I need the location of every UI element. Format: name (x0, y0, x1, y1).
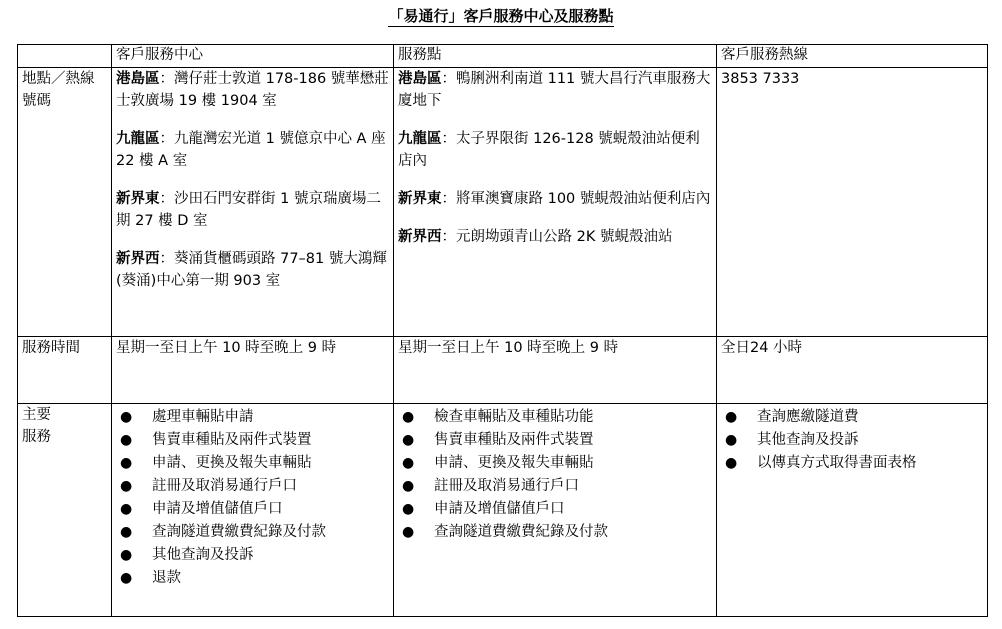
bullet-icon: ● (725, 432, 738, 448)
service-point-list (398, 406, 712, 544)
header-cell-empty (18, 45, 112, 68)
address-block (398, 188, 712, 210)
service-centre-list (116, 406, 389, 590)
address-block (116, 248, 389, 292)
address-text: ：鴨脷洲利南道 111 號大昌行汽車服務大廈地下 (398, 71, 711, 109)
list-item (721, 406, 983, 429)
bullet-icon: ● (402, 478, 415, 494)
bullet-icon: ● (725, 409, 738, 425)
list-item-text: 查詢隧道費繳費紀錄及付款 (152, 524, 326, 540)
location-label (18, 68, 112, 337)
hours-label: 服務時間 (18, 337, 112, 404)
services-row (18, 404, 988, 617)
list-item-text: 查詢隧道費繳費紀錄及付款 (434, 524, 608, 540)
services-label-line: 服務 (22, 429, 51, 445)
list-item (398, 429, 712, 452)
bullet-icon: ● (120, 524, 133, 540)
hotline-number-text: 3853 7333 (721, 71, 800, 87)
list-item-text: 以傳真方式取得書面表格 (757, 455, 917, 471)
bullet-icon: ● (120, 432, 133, 448)
region-label: 九龍區 (398, 131, 442, 147)
list-item (721, 452, 983, 475)
list-item (398, 498, 712, 521)
bullet-icon: ● (120, 478, 133, 494)
services-label-line: 主要 (22, 407, 51, 423)
region-label: 新界東 (116, 191, 160, 207)
address-text: ：灣仔莊士敦道 178-186 號華懋莊士敦廣場 19 樓 1904 室 (116, 71, 389, 109)
list-item (398, 406, 712, 429)
address-block (398, 128, 712, 172)
bullet-icon: ● (120, 547, 133, 563)
list-item-text: 申請、更換及報失車輛貼 (152, 455, 312, 471)
list-item (116, 567, 389, 590)
list-item (116, 406, 389, 429)
list-item (116, 452, 389, 475)
bullet-icon: ● (402, 432, 415, 448)
bullet-icon: ● (402, 524, 415, 540)
hotline-list (721, 406, 983, 475)
list-item (398, 521, 712, 544)
region-label: 港島區 (398, 71, 442, 87)
list-item (116, 498, 389, 521)
service-centre-services (112, 404, 394, 617)
bullet-icon: ● (402, 455, 415, 471)
hotline-number (717, 68, 988, 337)
region-label: 新界西 (116, 251, 160, 267)
region-label: 港島區 (116, 71, 160, 87)
address-text: ：元朗坳頭青山公路 2K 號蜆殼油站 (441, 229, 673, 245)
list-item-text: 註冊及取消易通行戶口 (152, 478, 297, 494)
service-centre-hours: 星期一至日上午 10 時至晚上 9 時 (112, 337, 394, 404)
service-point-addresses (394, 68, 717, 337)
hotline-hours: 全日24 小時 (717, 337, 988, 404)
list-item-text: 檢查車輛貼及車種貼功能 (434, 409, 594, 425)
list-item-text: 申請及增值儲值戶口 (434, 501, 565, 517)
region-label: 新界西 (398, 229, 442, 245)
address-block (116, 68, 389, 112)
header-hotline: 客戶服務熱線 (717, 45, 988, 68)
service-table (17, 44, 988, 617)
bullet-icon: ● (120, 409, 133, 425)
list-item (116, 429, 389, 452)
address-text: ：將軍澳寶康路 100 號蜆殼油站便利店內 (441, 191, 711, 207)
address-block (398, 226, 712, 248)
document-title (0, 5, 1002, 26)
list-item-text: 申請及增值儲值戶口 (152, 501, 283, 517)
bullet-icon: ● (402, 501, 415, 517)
service-centre-addresses (112, 68, 394, 337)
region-label: 新界東 (398, 191, 442, 207)
list-item (116, 475, 389, 498)
bullet-icon: ● (120, 501, 133, 517)
hours-row (18, 337, 988, 404)
header-service-centre: 客戶服務中心 (112, 45, 394, 68)
list-item-text: 查詢應繳隧道費 (757, 409, 859, 425)
list-item-text: 退款 (152, 570, 181, 586)
list-item-text: 其他查詢及投訴 (757, 432, 859, 448)
bullet-icon: ● (725, 455, 738, 471)
list-item-text: 註冊及取消易通行戶口 (434, 478, 579, 494)
bullet-icon: ● (402, 409, 415, 425)
list-item-text: 其他查詢及投訴 (152, 547, 254, 563)
bullet-icon: ● (120, 455, 133, 471)
location-row (18, 68, 988, 337)
address-text: ：葵涌貨櫃碼頭路 77–81 號大鴻輝(葵涌)中心第一期 903 室 (116, 251, 387, 289)
address-block (398, 68, 712, 112)
list-item-text: 申請、更換及報失車輛貼 (434, 455, 594, 471)
address-text: ：沙田石門安群街 1 號京瑞廣場二期 27 樓 D 室 (116, 191, 381, 229)
address-text: ：九龍灣宏光道 1 號億京中心 A 座 22 樓 A 室 (116, 131, 386, 169)
list-item (398, 452, 712, 475)
list-item-text: 售賣車種貼及兩件式裝置 (434, 432, 594, 448)
bullet-icon: ● (120, 570, 133, 586)
hotline-services (717, 404, 988, 617)
document-title-text: 「易通行」客戶服務中心及服務點 (388, 7, 614, 25)
list-item (398, 475, 712, 498)
list-item (116, 544, 389, 567)
services-label (18, 404, 112, 617)
address-block (116, 188, 389, 232)
service-point-hours: 星期一至日上午 10 時至晚上 9 時 (394, 337, 717, 404)
list-item-text: 處理車輛貼申請 (152, 409, 254, 425)
list-item (721, 429, 983, 452)
service-point-services (394, 404, 717, 617)
region-label: 九龍區 (116, 131, 160, 147)
address-text: ：太子界限街 126-128 號蜆殼油站便利店內 (398, 131, 700, 169)
location-label-text: 地點／熱線號碼 (22, 71, 95, 109)
list-item (116, 521, 389, 544)
address-block (116, 128, 389, 172)
list-item-text: 售賣車種貼及兩件式裝置 (152, 432, 312, 448)
header-service-points: 服務點 (394, 45, 717, 68)
header-row (18, 45, 988, 68)
